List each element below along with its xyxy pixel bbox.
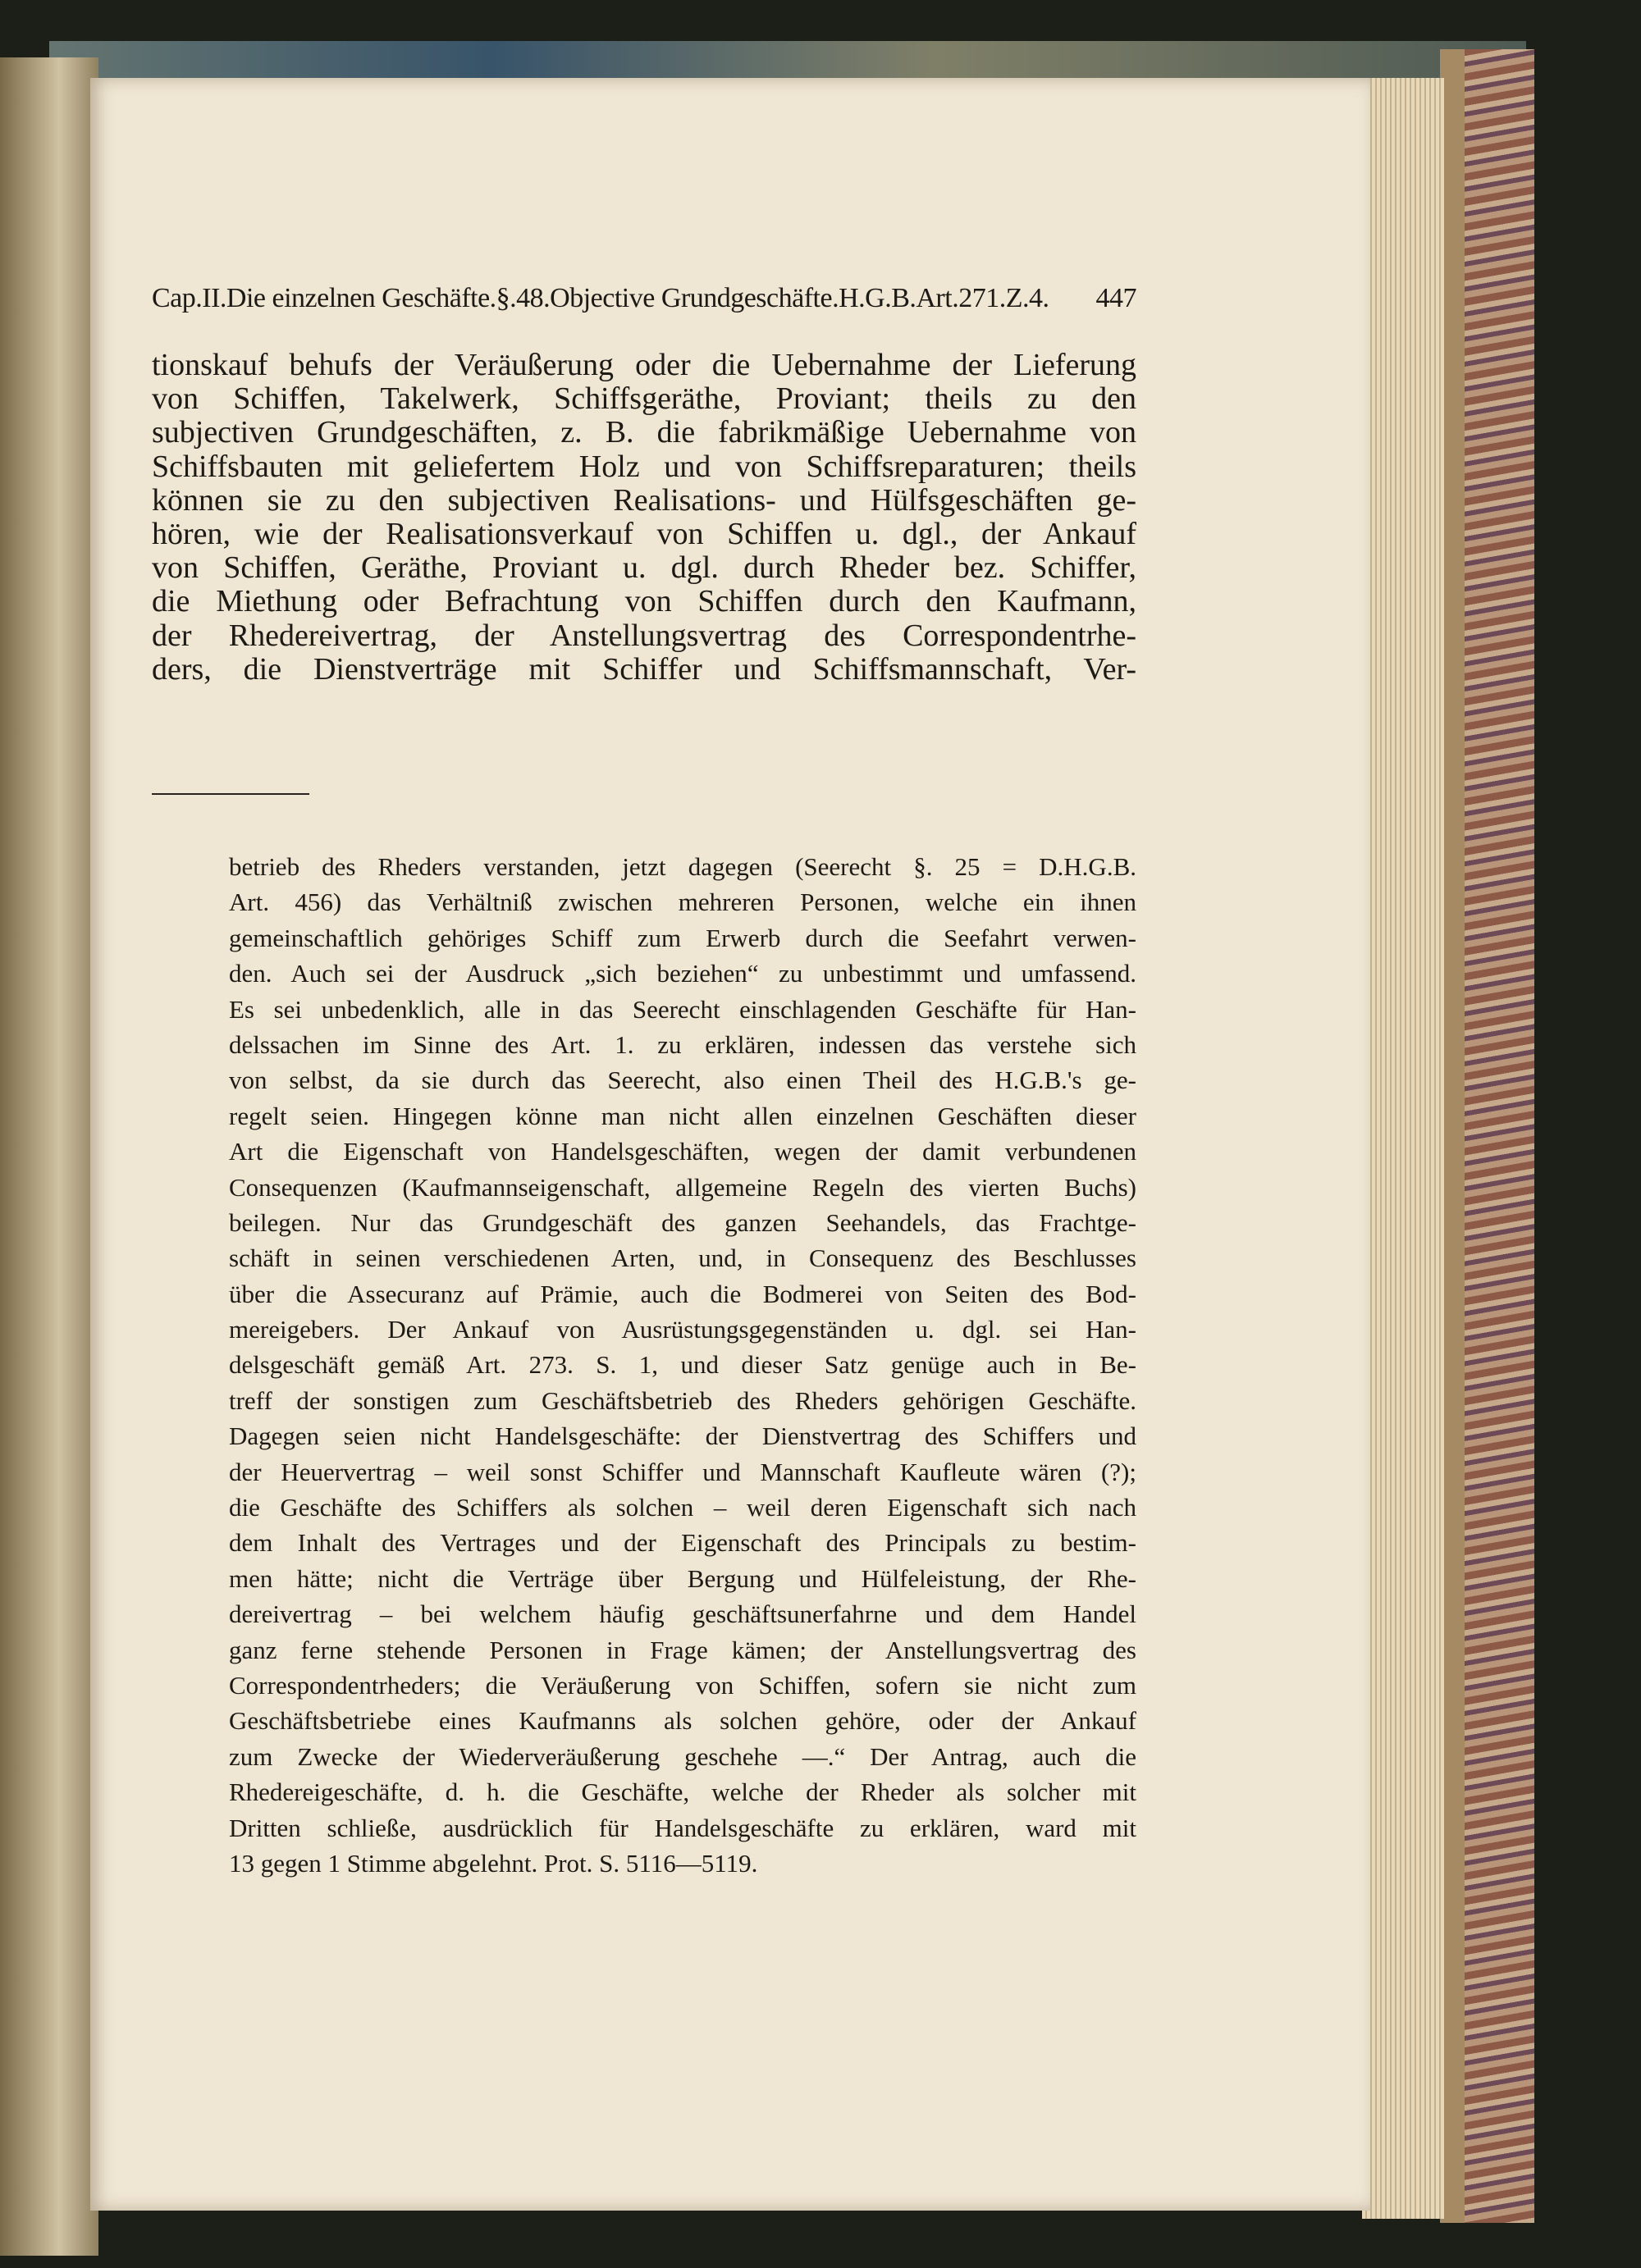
text-line: ders, die Dienstverträge mit Schiffer und Schiffsmannschaft, Ver- [152,652,1136,687]
text-line: delssachen im Sinne des Art. 1. zu erklären, indessen das verstehe sich [229,1029,1136,1059]
text-line: die Miethung oder Befrachtung von Schiffen durch den Kaufmann, [152,585,1136,619]
text-line: treff der sonstigen zum Geschäftsbetrieb des Rheders gehörigen Geschäfte. [229,1385,1136,1415]
text-line: gemeinschaftlich gehöriges Schiff zum Erwerb durch die Seefahrt verwen- [229,923,1136,952]
text-line: Dagegen seien nicht Handelsgeschäfte: der Dienstvertrag des Schiffers und [229,1421,1136,1451]
text-line: Art die Eigenschaft von Handelsgeschäften, wegen der damit verbundenen [229,1137,1136,1166]
text-line: beilegen. Nur das Grundgeschäft des ganzen Seehandels, das Frachtge- [229,1207,1136,1237]
text-line: dereivertrag – bei welchem häufig geschäftsunerfahrne und dem Handel [229,1599,1136,1629]
text-line: zum Zwecke der Wiederveräußerung geschehe —.“ Der Antrag, auch die [229,1741,1136,1771]
text-line: der Heuervertrag – weil sonst Schiffer und Mannschaft Kaufleute wären (?); [229,1457,1136,1486]
text-line: Art. 456) das Verhältniß zwischen mehreren Personen, welche ein ihnen [229,888,1136,917]
running-header [152,283,1136,314]
footnote-text [229,849,1136,1881]
text-line: dem Inhalt des Vertrages und der Eigenschaft des Principals zu bestim- [229,1528,1136,1558]
text-line: den. Auch sei der Ausdruck „sich beziehen“ zu unbestimmt und umfassend. [229,959,1136,988]
text-line: delsgeschäft gemäß Art. 273. S. 1, und dieser Satz genüge auch in Be- [229,1350,1136,1380]
text-line: die Geschäfte des Schiffers als solchen – weil deren Eigenschaft sich nach [229,1493,1136,1522]
footnote-rule [152,793,309,795]
page-stack-edges [1362,78,1444,2219]
running-title: Cap.II.Die einzelnen Geschäfte.§.48.Objective Grundgeschäfte.H.G.B.Art.271.Z.4. [152,283,1049,313]
marbled-cover-edge [1460,49,1534,2223]
text-line: von selbst, da sie durch das Seerecht, also einen Theil des H.G.B.'s ge- [229,1066,1136,1095]
text-line: subjectiven Grundgeschäften, z. B. die fabrikmäßige Uebernahme von [152,416,1136,450]
text-line: Correspondentrheders; die Veräußerung von Schiffen, sofern sie nicht zum [229,1670,1136,1700]
text-line: Consequenzen (Kaufmannseigenschaft, allgemeine Regeln des vierten Buchs) [229,1172,1136,1202]
main-text [152,349,1136,687]
text-line: können sie zu den subjectiven Realisations- und Hülfsgeschäften ge- [152,483,1136,518]
text-line: mereigebers. Der Ankauf von Ausrüstungsgegenständen u. dgl. sei Han- [229,1315,1136,1344]
text-line: von Schiffen, Takelwerk, Schiffsgeräthe, Proviant; theils zu den [152,382,1136,417]
text-line: über die Assecuranz auf Prämie, auch die Bodmerei von Seiten des Bod- [229,1279,1136,1308]
text-line: Schiffsbauten mit geliefertem Holz und von Schiffsreparaturen; theils [152,449,1136,484]
text-line: Geschäftsbetriebe eines Kaufmanns als solchen gehöre, oder der Ankauf [229,1706,1136,1736]
left-page-edge [0,57,98,2256]
text-line: Es sei unbedenklich, alle in das Seerecht einschlagenden Geschäfte für Han- [229,994,1136,1024]
page-number: 447 [1095,283,1136,313]
text-line: tionskauf behufs der Veräußerung oder die Uebernahme der Lieferung [152,349,1136,382]
text-line: von Schiffen, Geräthe, Proviant u. dgl. durch Rheder bez. Schiffer, [152,551,1136,586]
text-line: der Rhedereivertrag, der Anstellungsvertrag des Correspondentrhe- [152,618,1136,653]
text-line: schäft in seinen verschiedenen Arten, und, in Consequenz des Beschlusses [229,1244,1136,1273]
text-line: men hätte; nicht die Verträge über Bergung und Hülfeleistung, der Rhe- [229,1563,1136,1593]
text-line: Rhedereigeschäfte, d. h. die Geschäfte, welche der Rheder als solcher mit [229,1777,1136,1807]
text-line: ganz ferne stehende Personen in Frage kämen; der Anstellungsvertrag des [229,1635,1136,1664]
text-line: regelt seien. Hingegen könne man nicht allen einzelnen Geschäften dieser [229,1101,1136,1130]
text-line: hören, wie der Realisationsverkauf von Schiffen u. dgl., der Ankauf [152,517,1136,551]
text-line: 13 gegen 1 Stimme abgelehnt. Prot. S. 5116—5119. [229,1848,758,1878]
text-line: betrieb des Rheders verstanden, jetzt dagegen (Seerecht §. 25 = D.H.G.B. [229,852,1136,881]
text-line: Dritten schließe, ausdrücklich für Handelsgeschäfte zu erklären, ward mit [229,1813,1136,1842]
